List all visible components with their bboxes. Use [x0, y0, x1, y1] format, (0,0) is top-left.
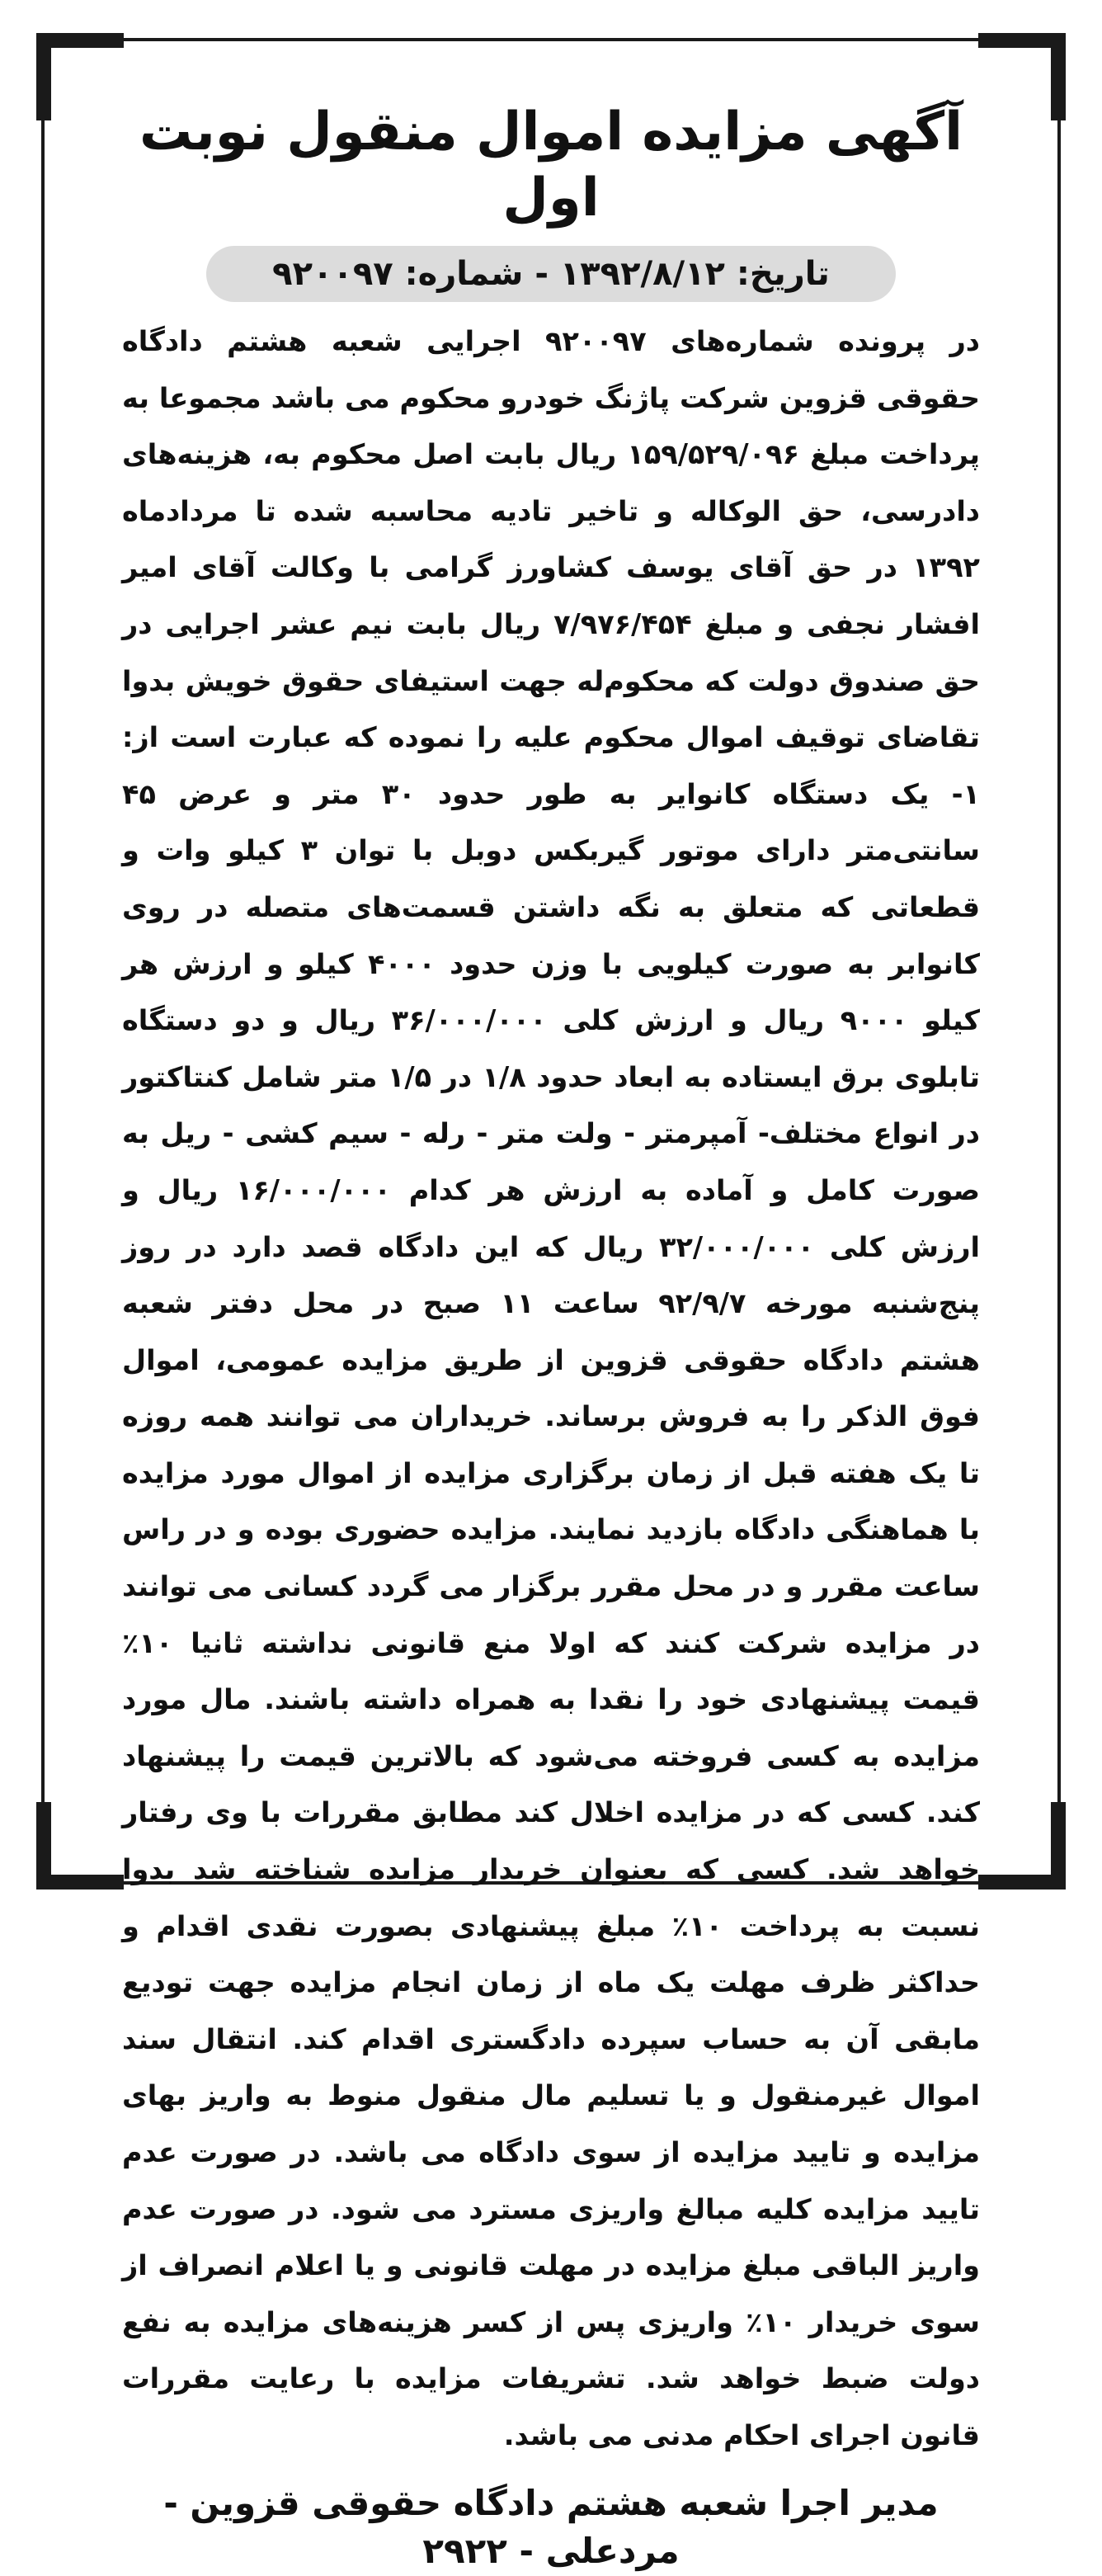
frame-corner-top-left	[36, 33, 124, 120]
frame-corner-bottom-left	[36, 1802, 124, 1890]
notice-title: آگهی مزایده اموال منقول نوبت اول	[139, 101, 963, 229]
notice-frame	[36, 33, 1066, 2572]
frame-edge-left	[41, 116, 45, 1807]
notice-content	[122, 83, 981, 2572]
date-number-badge: تاریخ: ۱۳۹۲/۸/۱۲ - شماره: ۹۲۰۰۹۷	[206, 246, 896, 302]
frame-corner-top-right	[978, 33, 1066, 120]
frame-corner-bottom-right	[978, 1802, 1066, 1890]
frame-edge-top	[119, 38, 983, 41]
notice-signature: مدیر اجرا شعبه هشتم دادگاه حقوقی قزوین - مردعلی - ۲۹۲۲	[163, 2482, 939, 2572]
notice-body: در پرونده شماره‌های ۹۲۰۰۹۷ اجرایی شعبه هشتم دادگاه حقوقی قزوین شرکت پاژنگ خودرو محکوم می باشد مجموعا به پرداخت مبلغ ۱۵۹/۵۲۹/۰۹۶ ریال بابت اصل محکوم به، هزینه‌های دادرسی، حق الوکاله و تاخیر تادیه محاسبه شده تا مردادماه ۱۳۹۲ در حق آقای یوسف کشاورز گرامی با وکالت آقای امیر افشار نجفی و مبلغ ۷/۹۷۶/۴۵۴ ریال بابت نیم عشر اجرایی در حق صندوق دولت که محکوم‌له جهت استیفای حقوق خویش بدوا تقاضای توقیف اموال محکوم علیه را نموده که عبارت است از: ۱- یک دستگاه کانوایر به طور حدود ۳۰ متر و عرض ۴۵ سانتی‌متر دارای موتور گیربکس دوبل با توان ۳ کیلو وات و قطعاتی که متعلق به نگه داشتن قسمت‌های متصله در روی کانوابر به صورت کیلویی با وزن حدود ۴۰۰۰ کیلو و ارزش هر کیلو ۹۰۰۰ ریال و ارزش کلی ۳۶/۰۰۰/۰۰۰ ریال و دو دستگاه تابلوی برق ایستاده به ابعاد حدود ۱/۸ در ۱/۵ متر شامل کنتاکتور در انواع مختلف- آمپرمتر - ولت متر - رله - سیم کشی - ریل به صورت کامل و آماده به ارزش هر کدام ۱۶/۰۰۰/۰۰۰ ریال و ارزش کلی ۳۲/۰۰۰/۰۰۰ ریال که این دادگاه قصد دارد در روز پنج‌شنبه مورخه ۹۲/۹/۷ ساعت ۱۱ صبح در محل دفتر شعبه هشتم دادگاه حقوقی قزوین از طریق مزایده عمومی، اموال فوق الذکر را به فروش برساند. خریداران می توانند همه روزه تا یک هفته قبل از زمان برگزاری مزایده از اموال مورد مزایده با هماهنگی دادگاه بازدید نمایند. مزایده حضوری بوده و در راس ساعت مقرر و در محل مقرر برگزار می گردد کسانی می توانند در مزایده شرکت کنند که اولا منع قانونی نداشته ثانیا ۱۰٪ قیمت پیشنهادی خود را نقدا به همراه داشته باشند. مال مورد مزایده به کسی فروخته می‌شود که بالاترین قیمت را پیشنهاد کند. کسی که در مزایده اخلال کند مطابق مقررات با وی رفتار خواهد شد. کسی که بعنوان خریدار مزایده شناخته شد بدوا نسبت به پرداخت ۱۰٪ مبلغ پیشنهادی بصورت نقدی اقدام و حداکثر ظرف مهلت یک ماه از زمان انجام مزایده جهت تودیع مابقی آن به حساب سپرده دادگستری اقدام کند. انتقال سند اموال غیرمنقول و یا تسلیم مال منقول منوط به واریز بهای مزایده و تایید مزایده از سوی دادگاه می باشد. در صورت عدم تایید مزایده کلیه مبالغ واریزی مسترد می شود. در صورت عدم واریز الباقی مبلغ مزایده در مهلت قانونی و یا اعلام انصراف از سوی خریدار ۱۰٪ واریزی پس از کسر هزینه‌های مزایده به نفع دولت ضبط خواهد شد. تشریفات مزایده با رعایت مقررات قانون اجرای احکام مدنی می باشد.	[122, 325, 981, 2451]
frame-edge-right	[1057, 116, 1061, 1807]
